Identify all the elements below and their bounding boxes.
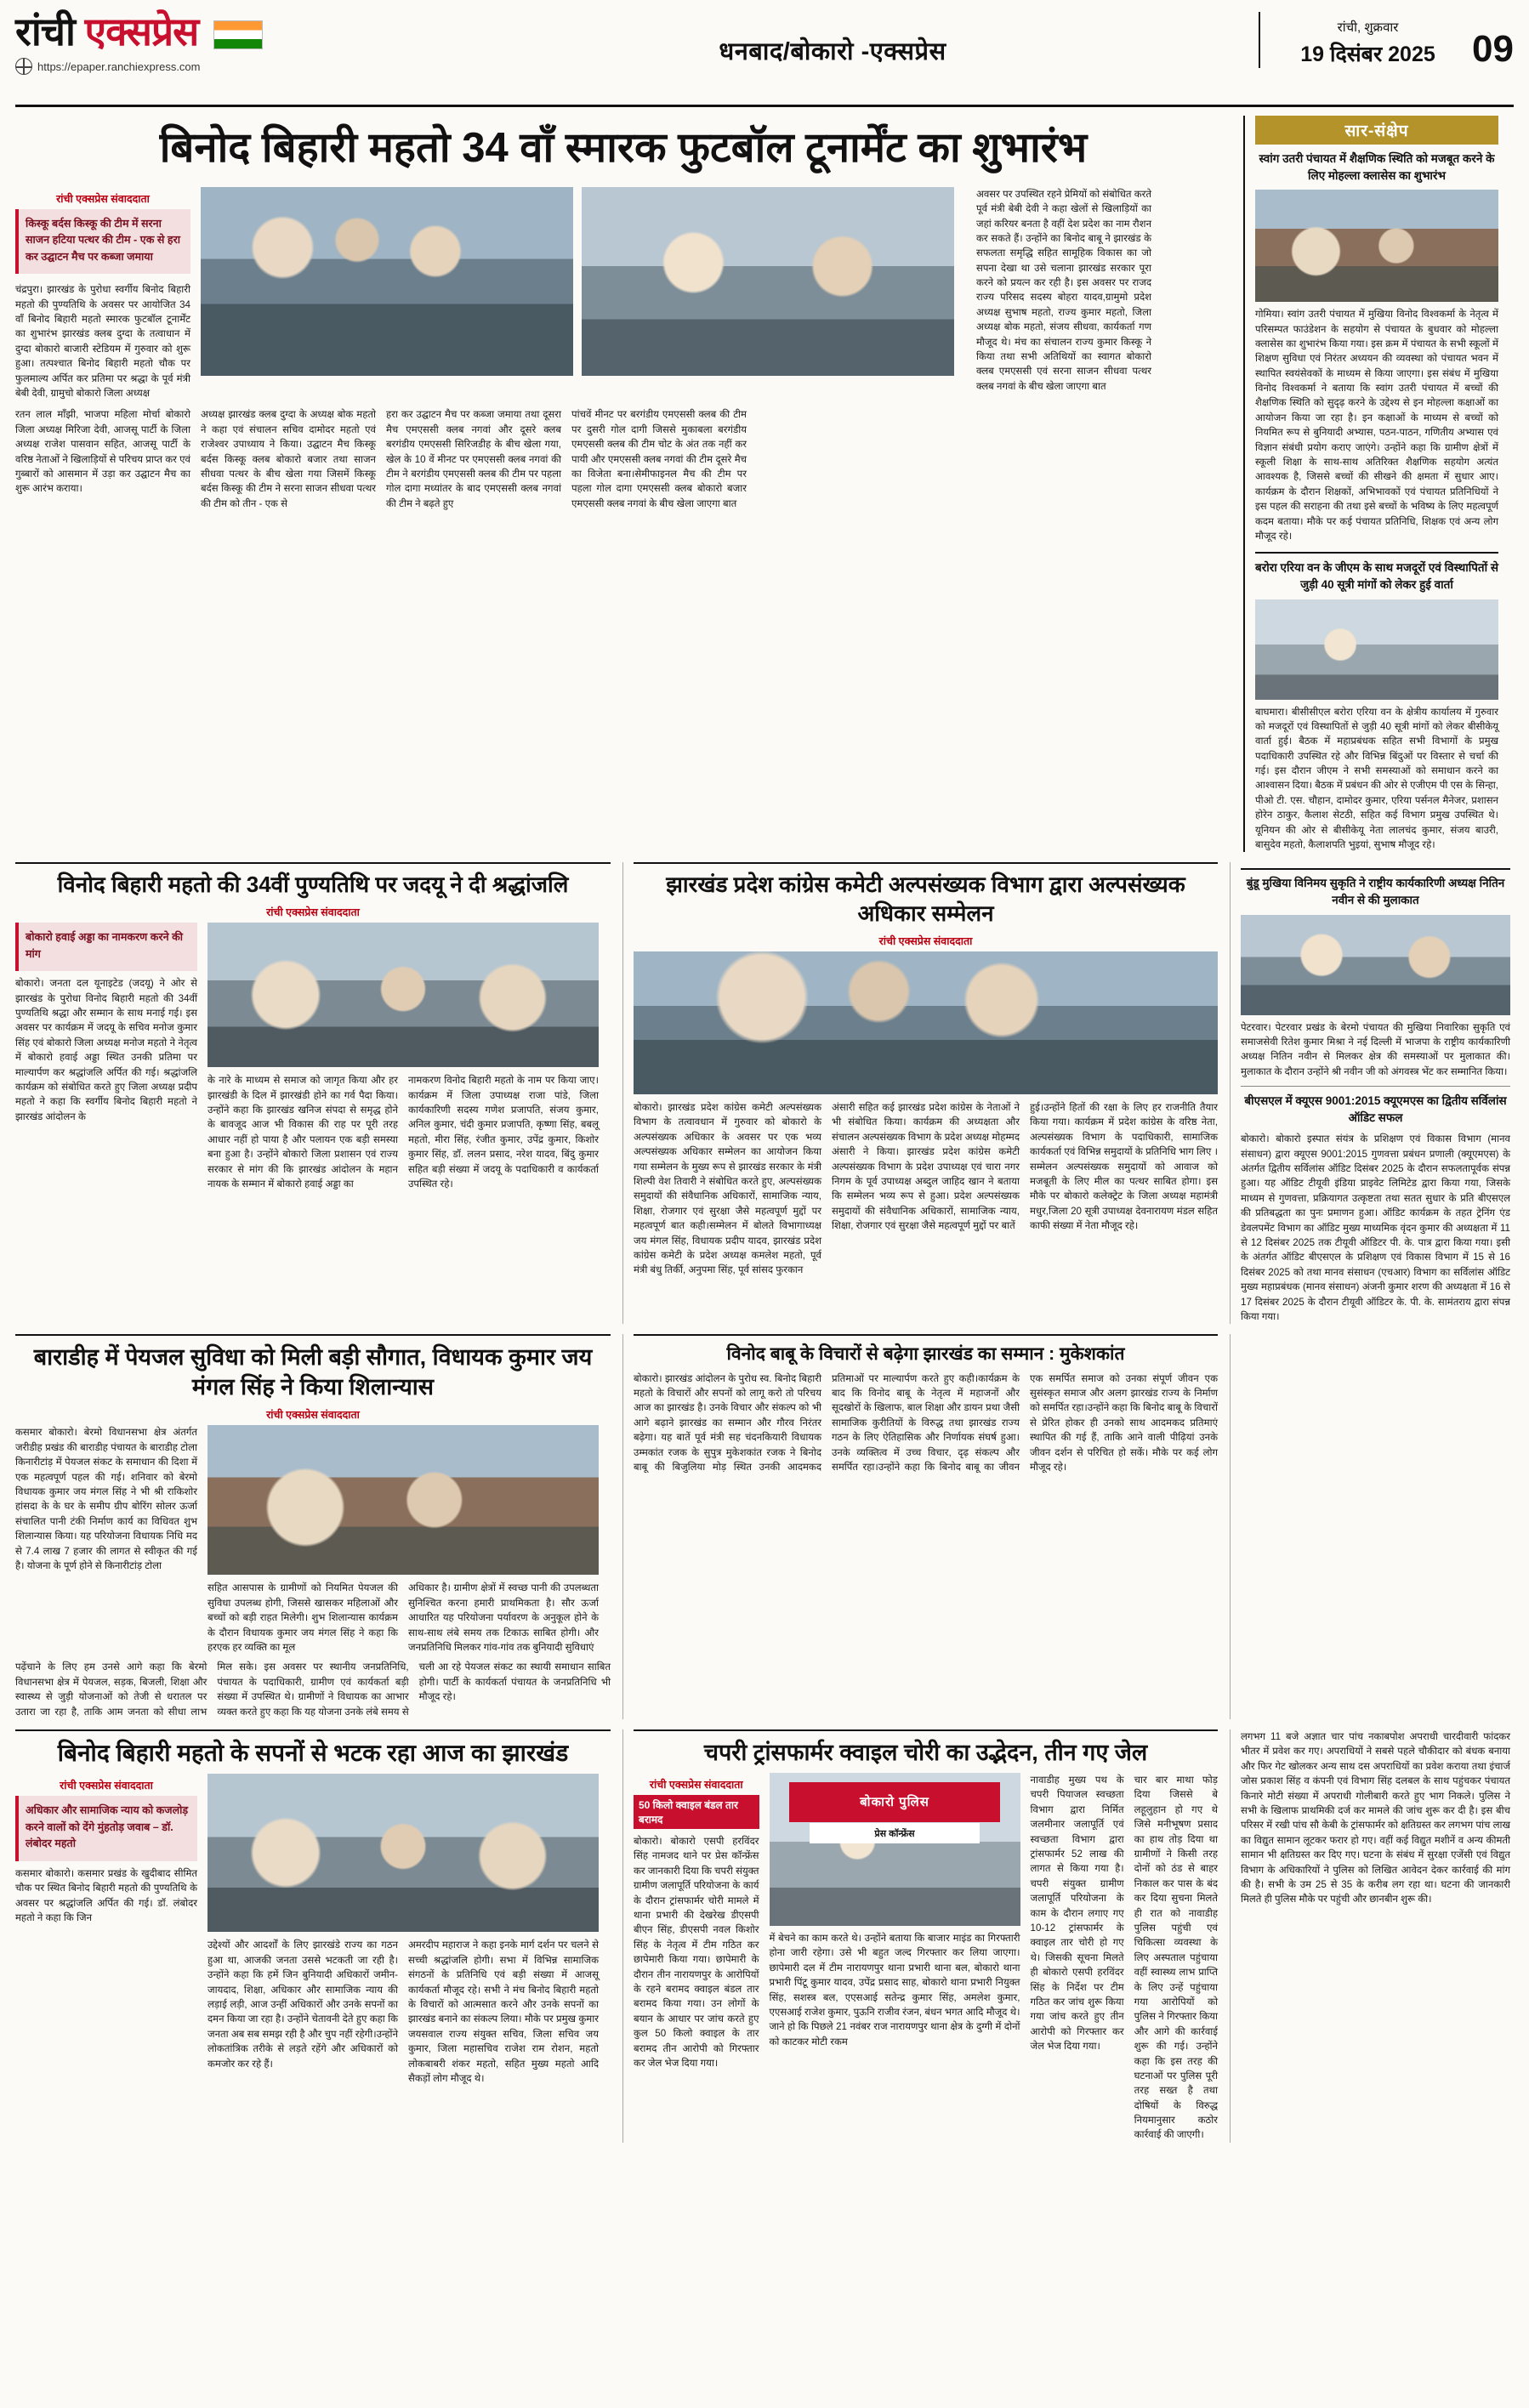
- lead-headline: बिनोद बिहारी महतो 34 वाँ स्मारक फुटबॉल टूनार्मेंट का शुभारंभ: [159, 125, 1088, 171]
- dreams-byline: रांची एक्सप्रेस संवाददाता: [60, 1780, 153, 1792]
- rail-item3-head: बुंडू मुखिया विनिमय सुकृति ने राष्ट्रीय कार्यकारिणी अध्यक्ष नितिन नवीन से की मुलाकात: [1241, 868, 1510, 908]
- theft-tag: 50 किलो क्वाइल बंडल तार बरामद: [634, 1795, 759, 1829]
- water-col3: पढ़ेंचाने के लिए हम उनसे आगे कहा कि बेरमो विधानसभा क्षेत्र में पेयजल, सड़क, बिजली, शिक्षा और स्वास्थ्य से जुड़ी योजनाओं को तेजी से धरातल पर उतारा जा रहा है, ताकि आम जनता को सीधा लाभ मिल सके। इस अवसर पर स्थानीय जनप्रतिनिधि, पंचायत के पदाधिकारी, ग्रामीण एवं कार्यकर्ता बड़ी संख्या में उपस्थित थे। ग्रामीणों ने विधायक का आभार व्यक्त करते हुए कहा कि यह योजना उनके लंबे समय से चली आ रहे पेयजल संकट का स्थायी समाधान साबित होगी। पार्टी के कार्यकर्ता पंचायत के जनप्रतिनिधि भी मौजूद रहे।: [15, 1661, 611, 1718]
- press-banner: बोकारो पुलिस: [789, 1782, 1000, 1822]
- congress-photo: [634, 951, 1218, 1094]
- theft-col3: नावाडीह मुख्य पथ के चपरी पियाजल स्वच्छता विभाग द्वारा निर्मित जलमीनार जलापूर्ति एवं स्वच्छता विभाग द्वारा ट्रांसफार्मर 52 लाख की लागत से किया गया है। चपरी संयुक्त ग्रामीण जलापूर्ति परियोजना के काम के दौरान लगाए गए 10-12 ट्रांसफार्मर के क्वाइल तार चोरी हो गए थे। जिसकी सूचना मिलते ही बोकारो एसपी हरविंदर सिंह के निर्देश पर टीम गठित कर जांच शुरू किया गया जांच करते हुए तीन आरोपी को गिरफ्तार कर जेल भेज दिया गया।: [1030, 1775, 1124, 2053]
- masthead-brand: [15, 9, 406, 75]
- rail-title: सार-संक्षेप: [1255, 116, 1498, 145]
- band-three: [15, 1334, 1514, 1719]
- rail-lower-2: [1230, 1334, 1510, 1719]
- logo: [15, 9, 406, 54]
- globe-icon: [15, 58, 32, 75]
- lead-col2: रतन लाल माँझी, भाजपा महिला मोर्चा बोकारो जिला अध्यक्ष मिरिजा देवी, आजसू पार्टी के जिला अध्यक्ष राजेश पासवान सहित, आजसू पार्टी के वरिष्ठ नेताओं ने खिलाड़ियों से परिचय प्राप्त कर एवं गुब्बारों को आसमान में उड़ा कर उद्घाटन मैच का शुरू आरंभ कराया।: [15, 409, 190, 495]
- dreams-col1: कसमार बोकारो। कसमार प्रखंड के खुदीबाद सीमित चौक पर स्थित बिनोद बिहारी महतो की पुण्यतिथि के अवसर पर श्रद्धांजलि अर्पित की गई। डॉ. लंबोदर महतो ने कहा कि जिन: [15, 1867, 197, 1924]
- theft-byline: रांची एक्सप्रेस संवाददाता: [649, 1779, 743, 1792]
- rail-item1-head: स्वांग उतरी पंचायत में शैक्षणिक स्थिति को मजबूत करने के लिए मोहल्ला क्लासेस का शुभारंभ: [1259, 152, 1495, 182]
- vinodbabu-headline: विनोद बाबू के विचारों से बढ़ेगा झारखंड का सम्मान : मुकेशकांत: [726, 1344, 1125, 1365]
- jdu-col3: नामकरण विनोद बिहारी महतो के नाम पर किया जाए। कार्यक्रम में जिला उपाध्यक्ष राजा पांडे, जिला कार्यकारिणी सदस्य गणेश प्रजापति, संजय कुमार, अनिल कुमार, चंदी कुमार प्रजापति, कृष्णा सिंह, बबलू महतो, मीरा सिंह, रंजीत कुमार, उपेंद्र कुमार, किशोर कुमार सिंह, डॉ. ललन प्रसाद, नरेश यादव, बिंदु कुमार सहित बड़ी संख्या में जदयू के पदाधिकारी व कार्यकर्ता उपस्थित रहे।: [408, 1075, 599, 1190]
- page-number: 09: [1472, 28, 1514, 70]
- masthead: [15, 9, 1514, 107]
- story-dreams: [15, 1729, 611, 2143]
- band-two: [15, 862, 1514, 1324]
- jdu-photo: [207, 923, 599, 1067]
- theft-col5: लगभग 11 बजे अज्ञात चार पांच नकाबपोश अपराधी चारदीवारी फांदकर भीतर में प्रवेश कर गए। अपराधियों ने सबसे पहले चौकीदार को बंधक बनाया और फिर गेट खोलकर अन्य साथ दस अपराधियों का प्रवेश कराया तथा इंचार्ज जोस प्रकाश सिंह व कंपनी एवं विभाग सिंह दलबल के साथ पहुंचकर पंचायत किनारे मोटी संख्या में अपराधी गोलीबारी करते हुए भाग निकले। पुलिस ने सभी के खिलाफ प्राथमिकी दर्ज कर मामले की जांच शुरू कर दी है। इस बीच परिसर में रखी पांच सौ केबी के ट्रांसफार्मर को क्षतिग्रस्त कर लगभग पांच लाख का विद्युत सामान लूटकर फरार हो गए। वहीं कई विद्युत मशीनें व अन्य कीमती सामान भी क्षतिग्रस्त कर दिए गए। घटना के संबंध में सुरक्षा एजेंसी एवं विद्युत विभाग के अधिकारियों ने पुलिस को लिखित आवेदन देकर कार्रवाई की मांग की है। सभी के उम 25 से 35 के करीब लग रहा था। घटना की जानकारी मिलते ही पुलिस मौके पर पहुंची और छानबीन शुरू की।: [1241, 1731, 1510, 1905]
- theft-photo: [770, 1773, 1020, 1926]
- rail-item2-head: बरोरा एरिया वन के जीएम के साथ मजदूरों एवं विस्थापितों से जुड़ी 40 सूत्री मांगों को लेकर हुई वार्ता: [1255, 561, 1498, 591]
- rail-item3-body: पेटरवार। पेटरवार प्रखंड के बेरमो पंचायत की मुखिया निवारिका सुकृति एवं समाजसेवी रितेश कुमार मिश्रा ने नई दिल्ली में भाजपा के राष्ट्रीय कार्यकारिणी अध्यक्ष नितिन नवीन से मिलकर क्षेत्र की समस्याओं पर मुलाकात की। मुलाकात के दौरान उन्होंने श्री नवीन जी को अंगवस्त्र भेंट कर सम्मानित किया।: [1241, 1021, 1510, 1077]
- rail-photo-2: [1255, 599, 1498, 700]
- lead-col3: अध्यक्ष झारखंड क्लब दुग्दा के अध्यक्ष बोक महतो ने कहा एवं संचालन सचिव दामोदर महतो एवं राजेश्वर उपाध्याय ने किया। उद्घाटन मैच किस्कू बर्दस किस्कू क्लब बोकारो बजार तथा साजन सीधवा पत्थर के बीच खेला गया जिसमें किस्कू बर्दस किस्कू की टीम ने सरना साजन सीधवा पत्थर की टीम को तीन - एक से: [201, 409, 376, 509]
- masthead-date-block: [1259, 12, 1514, 68]
- rail-photo-3: [1241, 915, 1510, 1015]
- theft-col2: में बेचने का काम करते थे। उन्होंने बताया कि बाजार माइंड का गिरफ्तारी होना जारी रहेगा। उसे भी बहुत जल्द गिरफ्तार कर लिया जाएगा। छापेमारी दल में टीम नारायणपुर थाना प्रभारी थाना बल, बोकारो थाना प्रभारी पिंटू कुमार यादव, उपेंद्र प्रसाद साह, बोकारो थाना प्रभारी नियुक्त सिंह, सशस्त्र बल, एएसआई सतेन्द्र कुमार सिंह, अमलेश कुमार, एएसआई राजेश कुमार, पुऊनि राजीव रंजन, बंधन भगत आदि मौजूद थे। जाने हो कि पिछले 21 नवंबर राज नारायणपुर थाना क्षेत्र के दुग्गी में दोनों को काटकर मोटी रकम: [769, 1933, 1020, 2047]
- lead-col1: चंद्रपुरा। झारखंड के पुरोधा स्वर्गीय बिनोद बिहारी महतो की पुण्यतिथि के अवसर पर आयोजित 34 वाँ बिनोद बिहारी महतो स्मारक फुटबॉल टूनार्मेंट का शुभारंभ झारखंड क्लब दुग्दा के तत्वाधान में दुग्दा बोकारो बाजारी स्टेडियम में गुरुवार को शुरू हुआ। तत्पश्चात बिनोद बिहारी महतो चौक पर फुलमाल्य अर्पित कर प्रतिमा पर श्रद्धा के पूर्व मंत्री बेबी देवी, ग्रामुचो बोकारो जिला अध्यक्ष: [15, 284, 190, 400]
- jdu-col1: बोकारो। जनता दल यूनाइटेड (जदयू) ने ओर से झारखंड के पुरोधा विनोद बिहारी महतो की 34वीं पुण्यतिथि श्रद्धा और सम्मान के साथ मनाई गई। इस अवसर पर कार्यक्रम में जदयू के सचिव मनोज कुमार सिंह एवं बोकारो जिला अध्यक्ष मनोज महतो ने नेतृत्व में बोकारो हवाई अड्डा स्थित उनकी प्रतिमा पर माल्यार्पण कर श्रद्धांजलि अर्पित की गई। श्रद्धांजलि कार्यक्रम को संबोधित करते हुए जिला अध्यक्ष प्रदीप महतो ने कहा कि स्वर्गीय बिनोद बिहारी महतो ने झारखंड आंदोलन के: [15, 978, 197, 1122]
- dreams-teaser: अधिकार और सामाजिक न्याय को कजलोड़ करने वालों को देंगे मुंहतोड़ जवाब – डॉ. लंबोदर महतो: [15, 1796, 197, 1861]
- story-water: [15, 1334, 611, 1719]
- jdu-headline: विनोद बिहारी महतो की 34वीं पुण्यतिथि पर जदयू ने दी श्रद्धांजलि: [57, 872, 569, 898]
- jdu-col2: के नारे के माध्यम से समाज को जागृत किया और हर झारखंडी के दिल में झारखंडी होने का गर्व पैदा किया। उन्होंने कहा कि झारखंड खनिज संपदा से समृद्ध होने के बावजूद आज भी विकास की राह पर पूरी तरह आधार नहीं हो पाया है और पलायन एक बड़ी समस्या बना हुआ है। उन्होंने बोकारो जिला प्रशासन एवं राज्य सरकार से मांग की कि झारखंड आंदोलन के महान नायक के सम्मान में बोकारो हवाई अड्डा का: [207, 1075, 398, 1190]
- jdu-teaser: बोकारो हवाई अड्डा का नामकरण करने की मांग: [15, 923, 197, 971]
- rail-item1-body: गोमिया। स्वांग उतरी पंचायत में मुखिया विनोद विश्वकर्मा के नेतृत्व में परिसम्पत फाउंडेशन के सहयोग से पंचायत के बुधवार को मोहल्ला क्लासेस का शुभारंभ किया गया। इस क्रम में पंचायत के सभी स्कूलों में शिक्षण सुविधा एवं निरंतर अध्ययन की व्यवस्था को पंचायत भवन में स्थापित स्वयंसेवकों के माध्यम से किया जाएगा। इस संबंध में मुखिया विनोद विश्वकर्मा ने बताया कि स्वांग उतरी पंचायत में बच्चों की शैक्षणिक स्थिति को सुदृढ़ करने के उद्देश्य से इन मोहल्ला कक्षाओं का आयोजन किया जा रहा है। इन कक्षाओं के माध्यम से बच्चों को नियमित रूप से बुनियादी अभ्यास, पठन-पाठन, गणितीय अभ्यास एवं विज्ञान संबंधी प्रयोग कराए जाएंगे। उन्होंने कहा कि ग्रामीण क्षेत्रों में स्कूली शिक्षा के साथ-साथ अतिरिक्त शैक्षणिक सहयोग अत्यंत आवश्यक है, जिससे बच्चों की सीखने की क्षमता में सुधार आए। कार्यक्रम के दौरान शिक्षकों, अभिभावकों एवं पंचायत प्रतिनिधियों ने इस पहल की सराहना की तथा इसे बच्चों के भविष्य के लिए महत्वपूर्ण कदम बताया। मौके पर कई पंचायत प्रतिनिधि, शिक्षक एवं अन्य लोग मौजूद रहे।: [1255, 309, 1498, 542]
- edition-label: धनबाद/बोकारो -एक्सप्रेस: [719, 38, 946, 65]
- theft-col4: चार बार माथा फोड़ दिया जिससे बे लहूलुहान हो गए थे जिसे मनीभूषण प्रसाद का हाथ तोड़ दिया था ग्रामीणों ने किसी तरह दोनों को ठंड से बाहर निकाल कर पास के बंद कर दिया सुचना मिलते ही रात को नावाडीह पुलिस पहुंची एवं चिकित्सा व्यवस्था के लिए अस्पताल पहुंचाया वहीं स्वास्थ्य लाभ प्राप्ति के लिए उन्हें पहुंचाया गया आरोपियों को पुलिस ने गिरफ्तार किया और आगे की कार्रवाई शुरू की गई। उन्होंने कहा कि इस तरह की घटनाओं पर पुलिस पूरी तरह सख्त है तथा दोषियों के विरुद्ध नियमानुसार कठोर कार्रवाई की जाएगी।: [1134, 1775, 1218, 2141]
- water-col2: सहित आसपास के ग्रामीणों को नियमित पेयजल की सुविधा उपलब्ध होगी, जिससे खासकर महिलाओं और बच्चों को बड़ी राहत मिलेगी। शुभ शिलान्यास कार्यक्रम के दौरान विधायक कुमार जय मंगल सिंह ने कहा कि हरएक हर व्यक्ति का मूल: [207, 1582, 398, 1654]
- jdu-byline: रांची एक्सप्रेस संवाददाता: [266, 906, 360, 919]
- dreams-headline: बिनोद बिहारी महतो के सपनों से भटक रहा आज का झारखंड: [57, 1740, 569, 1766]
- rail-item2-body: बाघमारा। बीसीसीएल बरोरा एरिया वन के क्षेत्रीय कार्यालय में गुरुवार को मजदूरों एवं विस्थापितों से जुड़ी 40 सूत्री मांगों को लेकर बीसीकेयू वार्ता हुई। बैठक में महाप्रबंधक सहित सभी विभागों के प्रमुख पदाधिकारी उपस्थित रहे और विभिन्न बिंदुओं पर विस्तार से चर्चा की गई। इस दौरान जीएम ने सभी समस्याओं को समाधान करने का आश्वासन दिया। बैठक में प्रबंधन की ओर से एजीएम पी एस के सिन्हा, पीओ टी. एस. चौहान, दामोदर कुमार, एरिया पर्सनल मैनेजर, प्रशासन होरेन ठाकुर, कैलाश सेटठी, सहित कई विभाग प्रमुख उपस्थित थे। यूनियन की ओर से बीसीकेयू नेता लालचंद कुमार, संजय बाउरी, बासुदेव महतो, कैलाशपति भुइयां, सुभाष मौजूद रहे।: [1255, 706, 1498, 851]
- lead-photo-2: [582, 187, 954, 376]
- rail-photo-1: [1255, 190, 1498, 302]
- issue-date: 19 दिसंबर 2025: [1300, 43, 1435, 66]
- press-subbanner: प्रेस कॉन्फ्रेंस: [810, 1823, 980, 1843]
- lead-left-column: [15, 187, 190, 401]
- theft-continuation: [1230, 1729, 1510, 2143]
- lead-right-column: [976, 187, 1151, 401]
- lead-teaser: किस्कू बर्दस किस्कू की टीम में सरना साजन हटिया पत्थर की टीम - एक से हरा कर उद्घाटन मैच पर कब्जा जमाया: [15, 209, 190, 275]
- lead-byline: रांची एक्सप्रेस संवाददाता: [56, 192, 150, 205]
- rail-item4-head: बीएसएल में क्यूएस 9001:2015 क्यूएमएस का द्वितीय सर्विलांस ऑडिट सफल: [1244, 1094, 1507, 1124]
- vinodbabu-body: बोकारो। झारखंड आंदोलन के पुरोध स्व. बिनोद बिहारी महतो के विचारों और सपनों को लागू करो तो परिचय आज का झारखंड है। उनके विचार और संकल्प को भी आगे बढ़ाने झारखंड का सम्मान और गौरव निरंतर बढ़ेगा। यह बातें पूर्व मंत्री सह चंदनकियारी विधायक उम्मकांत रजक के सुपुत्र मुकेशकांत रजक ने बिनोद बाबू की बिजुलिया मोड़ स्थित उनकी आदमकद प्रतिमाओं पर माल्यार्पण करते हुए कही।कार्यक्रम के बाद कि विनोद बाबू के नेतृत्व में महाजनों और सूदखोरों के खिलाफ, बाल शिक्षा और डायन प्रथा जैसी सामाजिक कुरीतियों के विरुद्ध तथा झारखंड राज्य गठन के लिए ऐतिहासिक और निर्णायक संघर्ष हुआ। उनके व्यक्तित्व में उच्च विचार, दृढ़ संकल्प और समर्पित रहा।उन्होंने कहा कि बिनोद बाबू का जीवन एक समर्पित समाज को उनका संपूर्ण जीवन एक सुसंस्कृत समाज और अलग झारखंड राज्य के निर्माण को समर्पित रहा।उन्होंने कहा कि बिनोद बाबू के विचारों से प्रेरित होकर ही उनको साथ आदमकद प्रतिमाएं स्थापित की गई हैं, ताकि आने वाली पीढ़ियां उनके जीवन दर्शन से परिचित हो सकें। मौके पर कई लोग मौजूद रहे।: [634, 1372, 1218, 1473]
- city-day: रांची, शुक्रवार: [1337, 20, 1399, 35]
- lead-col6: अवसर पर उपस्थित रहने प्रेमियों को संबोधित करते पूर्व मंत्री बेबी देवी ने कहा खेलों से खिलाड़ियों का जहां करियर बनता है वहीं देश प्रदेश का नाम रौशन कर सकते हैं। उन्होंने का बिनोद बाबू ने झारखंड के सफलता समृद्धि सहित सामूहिक विकास का जो सपना देखा था उसे चलाना झारखंड सरकार पूरा करने को प्रयत्न कर रही है। इस अवसर पर राजद राज्य परिसद सदस्य बोहरा यादव,ग्रामुमो प्रदेश अध्यक्ष सुभाष महतो, राज्य कुमार महतो, जिला अध्यक्ष बोक महतो, संजय सीधवा, कार्यकर्ता गण मौजूद थे। मंच का संचालन राज्य कुमार किस्कू ने किया तथा सभी अतिथियों का स्वागत बोकारो क्लब एमएससी एवं सरना साजन सीधवा पत्थर क्लब नगवां के बीच खेला जाएगा बात: [976, 188, 1151, 392]
- edition-name: [406, 12, 1259, 67]
- lead-section: [15, 116, 1514, 852]
- lead-col4: हरा कर उद्घाटन मैच पर कब्जा जमाया तथा दूसरा मैच एमएससी क्लब नगवां और दूसरे क्लब बरगंडीय एमएससी सिरिजडीह के बीच खेला गया, खेल के 10 वें मीनट पर एमएससी क्लब नगवां की टीम ने बरगंडीय एमएससी क्लब की टीम पर पहला गोल दागा मध्यांतर के बाद एमएससी क्लब नगवां की टीम ने बढ़ते हुए: [386, 409, 561, 509]
- lead-col5: पांचवें मीनट पर बरगंडीय एमएससी क्लब की टीम पर दुसरी गोल दागी जिससे मुकाबला बरगंडीय एमएससी क्लब की टीम चोट के अंत तक नहीं कर पायी और एमएससी क्लब नगवां की टीम दूसरे मैच का विजेता बना।सेमीफाइनल मैच की टीम पर पहला गोल दागा एमएससी क्लब बोकारो बजार एमएससी क्लब नगवां के बीच खेला जाएगा बात: [571, 409, 747, 509]
- lead-continuation: [15, 407, 1231, 511]
- logo-main: रांची: [15, 9, 85, 54]
- rail-item4-body: बोकारो। बोकारो इस्पात संयंत्र के प्रशिक्षण एवं विकास विभाग (मानव संसाधन) द्वारा क्यूएस 9001:2015 गुणवत्ता प्रबंधन प्रणाली (क्यूएमएस) के अंतर्गत द्वितीय सर्विलांस ऑडिट दिसंबर 2025 के दौरान सफलतापूर्वक संपन्न हुआ। यह ऑडिट टीयूवी इंडिया प्राइवेट लिमिटेड द्वारा किया गया, जिसके माध्यम से गुणवत्ता, प्रक्रियागत उत्कृष्टता तथा सतत सुधार के प्रति बीएसएल की प्रतिबद्धता का पुनः प्रमाणन हुआ। ऑडिट कार्यक्रम के तहत ट्रेनिंग एंड डेवलपमेंट विभाग का ऑडिट मुख्य माध्यमिक वृंदन कुमार की अध्यक्षता में 11 से 12 दिसंबर 2025 तक टीयूवी ऑडिटर पी. के. पात्र द्वारा किया गया। इसी के अंतर्गत ऑडिट बीएसएल के प्रशिक्षण एवं विकास विभाग में 15 से 16 दिसंबर 2025 को तथा मानव संसाधन (एचआर) विभाग का सर्विलांस ऑडिट मुख्य महाप्रबंधक (मानव संसाधन) अंजनी कुमार शरण की अध्यक्षता में 16 से 17 दिसंबर 2025 के दौरान टीयूवी ऑडिटर के. पी. के. सामंतराय द्वारा संपन्न किया गया।: [1241, 1133, 1510, 1322]
- band-four: [15, 1729, 1514, 2143]
- congress-col2: अंसारी सहित कई झारखंड प्रदेश कांग्रेस के नेताओं ने भी संबोधित किया। कार्यक्रम की अध्यक्षता और संचालन अल्पसंख्यक विभाग के प्रदेश अध्यक्ष मोहम्मद अंसारी ने किया। झारखंड प्रदेश कांग्रेस कमेटी अल्पसंख्यक विभाग के प्रदेश उपाध्यक्ष एवं चारा नगर निगम के पूर्व उपाध्यक्ष अब्दुल जाहिद खान ने बताया कि सम्मेलन भव्य रूप से हुआ। प्रदेश अल्पसंख्यक समुदायों की संवैधानिक अधिकारों, सामाजिक न्याय, शिक्षा, रोजगार एवं सुरक्षा जैसे महत्वपूर्ण मुद्दों पर बातें: [832, 1102, 1020, 1232]
- story-congress: [622, 862, 1218, 1324]
- congress-headline: झारखंड प्रदेश कांग्रेस कमेटी अल्पसंख्यक विभाग द्वारा अल्पसंख्यक अधिकार सम्मेलन: [666, 872, 1185, 927]
- flag-icon: [213, 20, 263, 49]
- congress-byline: रांची एक्सप्रेस संवाददाता: [878, 935, 973, 947]
- water-headline: बाराडीह में पेयजल सुविधा को मिली बड़ी सौगात, विधायक कुमार जय मंगल सिंह ने किया शिलान्यास: [33, 1344, 593, 1400]
- dreams-col2: उद्देश्यों और आदर्शों के लिए झारखंडे राज्य का गठन हुआ था, आजकी जनता उससे भटकती जा रही है। उन्होंने कहा कि हमें जिन बुनियादी अधिकारों जमीन-जायदाद, शिक्षा, अधिकार और सामाजिक न्याय की लड़ाई लड़ी, आज उन्हीं अधिकारों और उनके सपनों का दमन किया जा रहा है। उन्होंने चेतावनी देते हुए कहा कि जनता अब सब समझ रही है और चुप नहीं रहेगी।उन्होंने लोकतांत्रिक तरीके से लड़ते रहेंगे और अधिकारों को कमजोर कर रहे हैं।: [207, 1939, 398, 2070]
- epaper-url-text: https://epaper.ranchiexpress.com: [37, 60, 201, 73]
- lead-story: [15, 116, 1231, 852]
- water-col1: कसमार बोकारो। बेरमो विधानसभा क्षेत्र अंतर्गत जरीडीह प्रखंड की बाराडीह पंचायत के बाराडीह टोला किनारीटांड़ में पेयजल संकट के समाधान की दिशा में एक महत्वपूर्ण पहल की गई। शनिवार को बेरमो विधायक कुमार जय मंगल सिंह ने भी श्री राकिशोर हांसदा के के घर के समीप ग्रीप बोरिंग सोलर ऊर्जा संचालित पानी टंकी निर्माण कार्य का विधिवत शुभ शिलान्यास किया। यह परियोजना विधायक निधि मद से 7.4 लाख 7 हजार की लागत से स्वीकृत की गई है। योजना के पूर्ण होने से किनारीटांड़ टोला: [15, 1427, 197, 1571]
- story-jdu: [15, 862, 611, 1324]
- story-vinodbabu: [622, 1334, 1218, 1719]
- theft-col1: बोकारो। बोकारो एसपी हरविंदर सिंह नामजद थाने पर प्रेस कॉन्फ्रेंस कर जानकारी दिया कि चपरी संयुक्त ग्रामीण जलापूर्ति परियोजना के कार्य के दौरान ट्रांसफार्मर चोरी मामले में थाना प्रभारी की देखरेख डीएसपी बीएन सिंह, डीएसपी नवल किशोर सिंह के नेतृत्व में टीम गठित कर छापेमारी किया गया। छापेमारी के दौरान तीन नारायणपुर के आरोपियों के रहने बरामद क्वाइल बंडल तार बरामद किया गया। उन लोगों के बयान के आधार पर जांच करते हुए कुल 50 किलो क्वाइल के तार बरामद तीन आरोपी को गिरफ्तार कर जेल भेज दिया गया।: [634, 1836, 759, 2069]
- congress-col1: बोकारो। झारखंड प्रदेश कांग्रेस कमेटी अल्पसंख्यक विभाग के तत्वावधान में गुरुवार को बोकारो के अल्पसंख्यक अधिकार के अवसर पर एक भव्य अल्पसंख्यक अधिकार सम्मेलन का आयोजन किया गया सम्मेलन के मुख्य रूप से झारखंड सरकार के मंत्री शिल्पी वेश तिवारी ने संबोधित करते हुए, अल्पसंख्यक समुदायों की संवैधानिक अधिकारों, सामाजिक न्याय, शिक्षा, रोजगार एवं सुरक्षा जैसे महत्वपूर्ण मुद्दों पर महत्वपूर्ण बात कही।सम्मेलन में बोलते विभागाध्यक्ष जय मंगल सिंह, विधायक प्रदीप यादव, झारखंड प्रदेश कांग्रेस कमेटी के प्रदेश अध्यक्ष कमलेश महतो, पूर्व मंत्री बंधु तिर्की, अनुपमा सिंह, पूर्व सांसद फुरकान: [634, 1102, 821, 1276]
- congress-col3: हुई।उन्होंने हितों की रक्षा के लिए हर राजनीति तैयार किया गया। कार्यक्रम में प्रदेश कांग्रेस के वरिष्ठ नेता, अल्पसंख्यक विभाग के पदाधिकारी, सामाजिक कार्यकर्ता एवं विभिन्न समुदायों के प्रतिनिधि भाग लिए । सम्मेलन अल्पसंख्यक समुदायों को आवाज को मजबूती के लिए मील का पत्थर साबित होगा। इस मौके पर बोकारो कलेक्ट्रेट के जिला अध्यक्ष महामंत्री मधुर,जिला 20 सूत्री उपाध्यक्ष देवनारायण मंडल सहित काफी संख्या में नेता मौजूद रहे।: [1030, 1102, 1218, 1232]
- rail-lower: [1230, 862, 1510, 1324]
- theft-headline: चपरी ट्रांसफार्मर क्वाइल चोरी का उद्भेदन, तीन गए जेल: [703, 1740, 1148, 1765]
- dreams-photo: [207, 1774, 599, 1932]
- saar-sankshep-rail: [1243, 116, 1498, 852]
- logo-accent: एक्सप्रेस: [84, 9, 199, 54]
- story-theft: [622, 1729, 1218, 2143]
- water-photo: [207, 1425, 599, 1575]
- lead-photo-1: [201, 187, 573, 376]
- dreams-col3: अमरदीप महाराज ने कहा इनके मार्ग दर्शन पर चलने से सच्ची श्रद्धांजलि होगी। सभा में विभिन्न सामाजिक संगठनों के प्रतिनिधि एवं बड़ी संख्या में आजसू कार्यकर्ता मौजूद रहे। सभी ने मंच बिनोद बिहारी महतो के विचारों को आत्मसात करने और उनके सपनों का झारखंड बनाने का संकल्प लिया। मौके पर प्रमुख कुमार जयसवाल राज्य संयुक्त सचिव, जिला सचिव जय कुमार, जिला महासचिव राजेश राम रोशन, महतो लोकबाबरी शंकर महतो, सहित मुख्य महतो आदि सैकड़ों लोग मौजूद थे।: [408, 1939, 599, 2084]
- water-byline: रांची एक्सप्रेस संवाददाता: [266, 1409, 360, 1422]
- epaper-url[interactable]: [15, 58, 406, 75]
- lead-photo-row: [201, 187, 966, 401]
- water-col4: अधिकार है। ग्रामीण क्षेत्रों में स्वच्छ पानी की उपलब्धता सुनिश्चित करना हमारी प्राथमिकता है। सौर ऊर्जा आधारित यह परियोजना पर्यावरण के अनुकूल होने के साथ-साथ लंबे समय तक टिकाऊ साबित होगी। और जनप्रतिनिधि मिलकर गांव-गांव तक बुनियादी सुविधाएं: [408, 1582, 599, 1654]
